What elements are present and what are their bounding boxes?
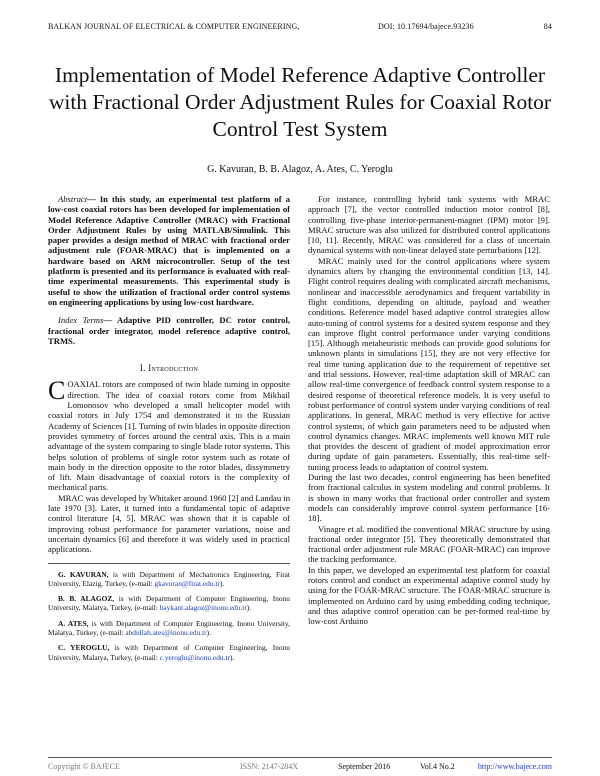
affiliation-name: B. B. ALAGOZ, bbox=[58, 594, 115, 604]
affiliation-3: A. ATES, is with Department of Computer Engineering, Inonu University, Malatya, Turkey, (e-mail: abdullah.ates@inonu.edu.tr). bbox=[48, 618, 290, 637]
body-paragraph: Vinagre et al. modified the conventional MRAC structure by using fractional order integrator [5]. They theoretically demonstrated that fractional order adjustment rule MRAC (FOAR-MRAC) can improve the tracking performance. bbox=[308, 523, 550, 565]
author-list: G. Kavuran, B. B. Alagoz, A. Ates, C. Yeroglu bbox=[207, 164, 393, 175]
left-column bbox=[48, 194, 290, 668]
issue-date: September 2016 bbox=[338, 762, 391, 771]
issn: ISSN: 2147-284X bbox=[240, 762, 299, 771]
index-terms bbox=[48, 315, 290, 346]
paper-title: Implementation of Model Reference Adaptive Controller with Fractional Order Adjustment Rules for Coaxial Rotor Control Test System bbox=[48, 63, 552, 141]
body-paragraph: MRAC mainly used for the control applications where system dynamics alters by changing the environmental condition [13, 14]. Flight control requires dealing with complicated aircraft mechanisms, nonlinear and inaccessible aerodynamics and frequent variability in flight conditions, depending on altitude, payload and weather conditions. Reference model based adaptive control strategies allow auto-tuning of control systems for a desired system response and they can improve flight control performance under varying conditions [15]. Although metaheuristic methods can provide good solutions for unknown plants in simulations [15], they are not very effective for real time tuning application due to the requirement of repetitive set and trial sessions. However, real-time adaptation skill of MRAC can allow real-time convergence of feedback control system response to a desired response of theoretical reference models. It is very useful to robust performance of control system under varying conditions of real applications. In general, MRAC method is very effective for active control systems, of which gain parameters need to be adjusted when control dynamics changes. MRAC implements well known MIT rule that provides the descent of gradient of model approximation error during update of gain parameters. Essentially, this real-time self-tuning process leads to adaptation of control system. bbox=[308, 255, 550, 472]
index-terms-text: — Adaptive PID controller, DC rotor control, fractional order integrator, model reference adaptive control, TRMS. bbox=[48, 315, 290, 346]
page-footer bbox=[48, 762, 552, 773]
email-link[interactable]: abdullah.ates@inonu.edu.tr bbox=[125, 627, 207, 637]
intro-paragraph-2: MRAC was developed by Whitaker around 1960 [2] and Landau in late 1970 [3]. Later, it turned into a fundamental topic of adaptive control literature [4, 5]. MRAC was shown that it is capable of improving robust performance for parameter variations, noise and uncertain dynamics [6] and therefore it was widely used in practical applications. bbox=[48, 492, 290, 555]
journal-url[interactable]: http://www.bajece.com bbox=[477, 762, 552, 771]
affiliation-name: C. YEROGLU, bbox=[58, 643, 110, 653]
intro-paragraph-1-text: OAXIAL rotors are composed of twin blade turning in opposite direction. The idea of coaxial rotors come from Mikhail Lomonosov who developed a small helicopter model with coaxial rotors in July 1754 and demonstrated it to the Russian Academy of Sciences [1]. Turning of twin blades in opposite direction provides symmetry of forces around the central axis. This is a main advantage of the system comparing to single blade rotor systems. This helps solution of problems of single rotor system such as rotate of main body in the direction opposite to the rotor blades, dissymmetry of lift. Main disadvantage of coaxial rotors is the complexity of mechanical parts. bbox=[48, 379, 290, 493]
email-link[interactable]: gkavuran@firat.edu.tr bbox=[154, 578, 220, 588]
affiliation-name: G. KAVURAN, bbox=[58, 569, 109, 579]
affiliation-4: C. YEROGLU, is with Department of Computer Engineering, Inonu University, Malatya, Turkey, (e-mail: c.yeroglu@inonu.edu.tr). bbox=[48, 643, 290, 662]
affiliation-1: G. KAVURAN, is with Department of Mechatronics Engineering, Firat University, Elazig, Turkey, (e-mail: gkavuran@firat.edu.tr). bbox=[48, 569, 290, 588]
body-paragraph: For instance, controlling hybrid tank systems with MRAC approach [7], the vector controlled induction motor control [8], controlling five-phase interior-permanent-magnet (IPM) motor [9]. MRAC structure was also utilized for distributed control applications [10, 11]. Recently, MRAC was considered for a class of uncertain dynamical systems with non-linear delayed state perturbations [12]. bbox=[308, 194, 550, 256]
doi: DOI: 10.17694/bajece.93236 bbox=[378, 22, 474, 31]
page-number: 84 bbox=[543, 22, 552, 31]
section-title: Introduction bbox=[148, 363, 199, 374]
intro-paragraph-1 bbox=[48, 376, 290, 493]
affiliations bbox=[48, 563, 290, 662]
email-link[interactable]: c.yeroglu@inonu.edu.tr bbox=[159, 652, 230, 662]
body-paragraph: In this paper, we developed an experimental test platform for coaxial rotors control and conduct an experimental adaptive control study by using for the FOAR-MRAC structure. The FOAR-MRAC structure is implemented on Arduino card by using embedding coding technique, and thus adaptive control operation can be per-formed real-time by low-cost Arduino bbox=[308, 564, 550, 627]
drop-cap: C bbox=[48, 376, 66, 406]
body-paragraph: During the last two decades, control engineering has been benefited from fractional calculus in system modeling and control problems. It is shown in many works that fractional order controller and system models can considerably improve control system performance [16-18]. bbox=[308, 472, 550, 524]
copyright: Copyright © BAJECE bbox=[48, 762, 120, 771]
journal-name: BALKAN JOURNAL OF ELECTRICAL & COMPUTER ENGINEERING, bbox=[48, 22, 300, 31]
section-heading bbox=[48, 363, 290, 373]
abstract bbox=[48, 194, 290, 307]
footer-divider bbox=[48, 757, 552, 758]
abstract-label: Abstract bbox=[58, 194, 88, 204]
right-column bbox=[308, 194, 550, 626]
affiliation-2: B. B. ALAGOZ, is with Department of Computer Engineering, Inonu University, Malatya, Turkey, (e-mail: baykant.alagoz@inonu.edu.tr). bbox=[48, 594, 290, 613]
email-link[interactable]: baykant.alagoz@inonu.edu.tr bbox=[159, 603, 247, 613]
section-number: I. bbox=[139, 363, 146, 374]
running-header bbox=[48, 22, 552, 34]
affiliation-name: A. ATES, bbox=[58, 618, 89, 628]
abstract-text: — In this study, an experimental test platform of a low-cost coaxial rotors has been developed for implementation of Model Reference Adaptive Controller (MRAC) with Fractional Order Adjustment Rules by using MATLAB/Simulink. This paper provides a design method of MRAC with fractional order adjustment rule (FOAR-MRAC) that is implemented on a hardware based on ARM microcontroller. Setup of the test platform is presented and its performance is evaluated with real-time experimental measurements. This experimental study is useful to show the utilization of fractional order control systems on engineering applications by using low-cost hardware. bbox=[48, 194, 290, 307]
volume-issue: Vol.4 No.2 bbox=[420, 762, 455, 771]
index-terms-label: Index Terms bbox=[58, 315, 104, 326]
